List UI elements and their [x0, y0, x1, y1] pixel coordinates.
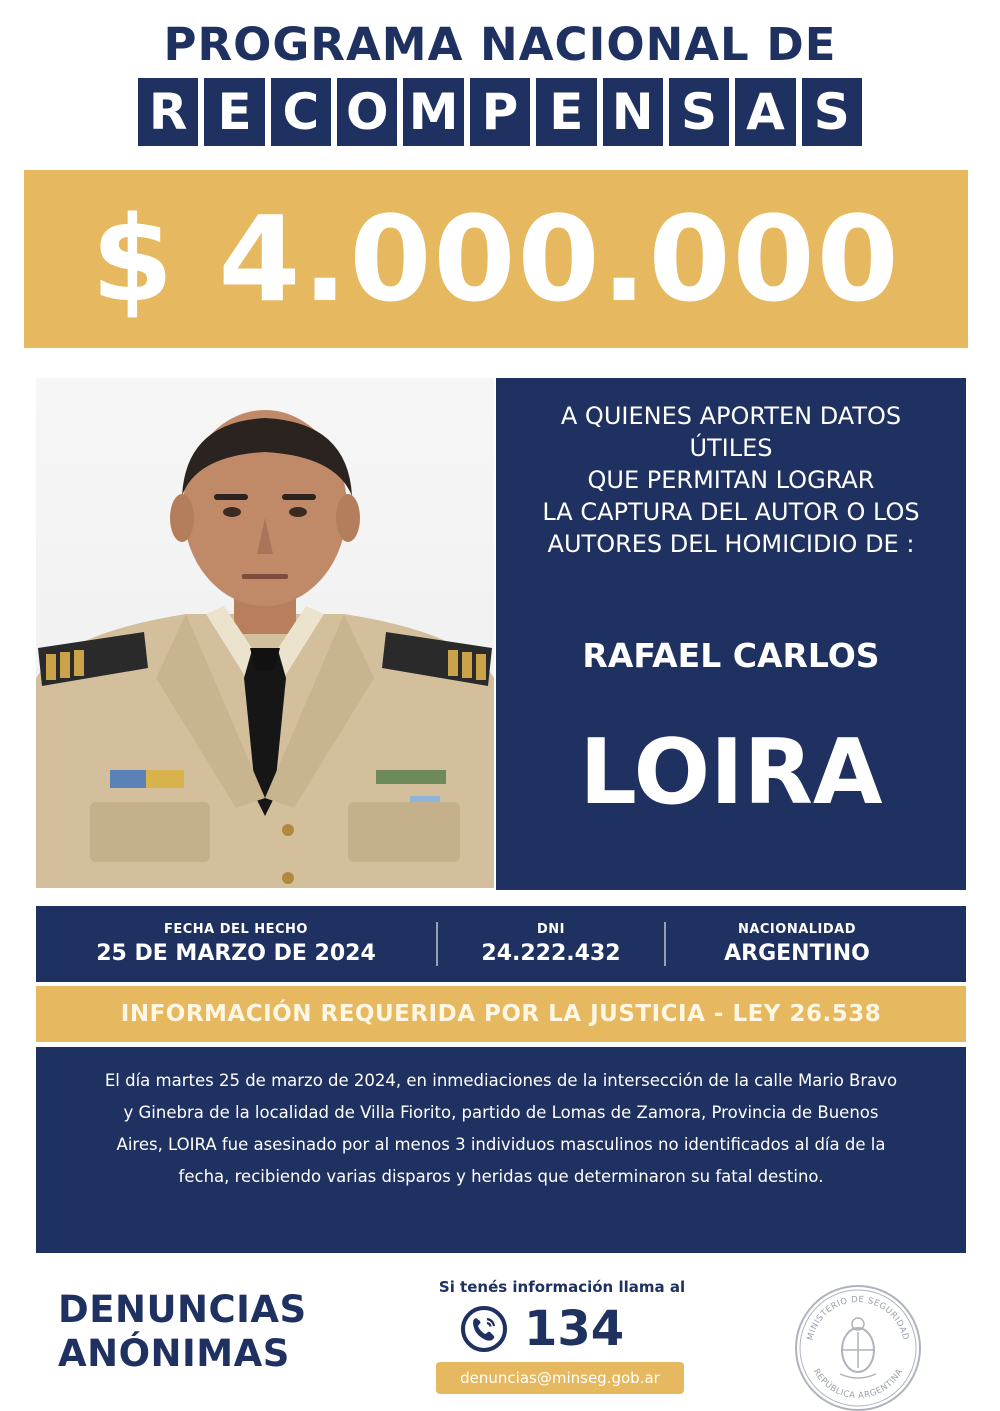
title-letter: S — [802, 78, 862, 146]
info-intro — [496, 400, 966, 560]
denuncias-line: ANÓNIMAS — [58, 1332, 290, 1375]
intro-line: AUTORES DEL HOMICIDIO DE : — [547, 530, 915, 558]
intro-line: ÚTILES — [689, 434, 773, 462]
law-band — [36, 986, 966, 1042]
phone-number[interactable]: 134 — [524, 1301, 625, 1357]
dni-value: 24.222.432 — [481, 941, 621, 966]
program-title: PROGRAMA NACIONAL DE — [163, 18, 837, 71]
national-seal-icon — [792, 1282, 924, 1411]
anonymous-reports-heading — [58, 1288, 398, 1376]
description-line: Aires, LOIRA fue asesinado por al menos 3 individuos masculinos no identificados al día de la — [116, 1135, 886, 1154]
person-photo — [36, 378, 494, 888]
nationality-label: NACIONALIDAD — [737, 922, 857, 937]
title-letter: O — [337, 78, 397, 146]
title-letter: C — [271, 78, 331, 146]
denuncias-line: DENUNCIAS — [58, 1288, 307, 1331]
phone-row — [460, 1300, 660, 1358]
title-letter: P — [470, 78, 530, 146]
email-badge[interactable] — [436, 1362, 684, 1394]
title-letter: N — [603, 78, 663, 146]
description-line: y Ginebra de la localidad de Villa Fiorito, partido de Lomas de Zamora, Provincia de Buenos — [123, 1103, 879, 1122]
description-line: fecha, recibiendo varias disparos y heridas que determinaron su fatal destino. — [178, 1167, 824, 1186]
title-letter: A — [735, 78, 795, 146]
seal-bottom-text: REPÚBLICA ARGENTINA — [810, 1367, 906, 1402]
victim-first-names: RAFAEL CARLOS — [582, 636, 880, 675]
law-text: INFORMACIÓN REQUERIDA POR LA JUSTICIA - LEY 26.538 — [120, 1001, 882, 1027]
title-letter: E — [204, 78, 264, 146]
title-letter: E — [536, 78, 596, 146]
call-prompt: Si tenés información llama al — [438, 1278, 686, 1296]
reward-amount: $ 4.000.000 — [91, 190, 901, 328]
date-value: 25 DE MARZO DE 2024 — [96, 941, 376, 966]
intro-line: QUE PERMITAN LOGRAR — [587, 466, 875, 494]
dni-label: DNI — [536, 922, 565, 937]
divider — [664, 922, 666, 966]
divider — [436, 922, 438, 966]
phone-icon — [460, 1305, 508, 1353]
email-link[interactable]: denuncias@minseg.gob.ar — [460, 1369, 660, 1387]
description-text — [58, 1065, 944, 1193]
seal-top-text: MINISTERIO DE SEGURIDAD — [805, 1294, 911, 1342]
reward-band — [24, 170, 968, 348]
portrait-illustration — [36, 378, 494, 888]
fact-nationality — [666, 914, 928, 974]
victim-surname: LOIRA — [579, 720, 883, 825]
intro-line: LA CAPTURA DEL AUTOR O LOS — [542, 498, 920, 526]
nationality-value: ARGENTINO — [724, 941, 870, 966]
rewards-title — [138, 78, 862, 146]
description-line: El día martes 25 de marzo de 2024, en inmediaciones de la intersección de la calle Mario Bravo — [104, 1071, 898, 1090]
fact-date — [36, 914, 436, 974]
title-letter: S — [669, 78, 729, 146]
title-letter: R — [138, 78, 198, 146]
intro-line: A QUIENES APORTEN DATOS — [560, 402, 902, 430]
info-panel — [496, 378, 966, 890]
description-box — [36, 1047, 966, 1253]
title-letter: M — [403, 78, 463, 146]
fact-dni — [438, 914, 664, 974]
date-label: FECHA DEL HECHO — [164, 922, 308, 937]
facts-band — [36, 906, 966, 982]
